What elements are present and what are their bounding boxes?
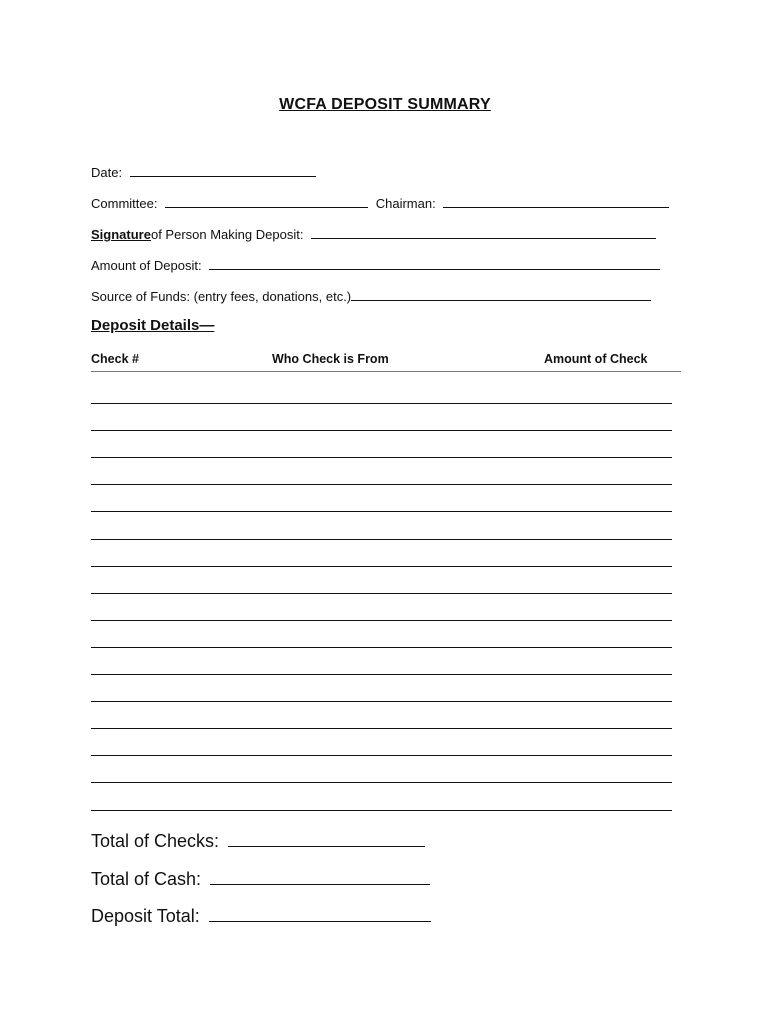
chairman-label: Chairman:	[375, 196, 436, 211]
source-row	[91, 288, 651, 308]
column-header-who-from: Who Check is From	[272, 352, 389, 366]
header-rule	[91, 371, 681, 372]
signature-field[interactable]	[311, 226, 656, 239]
deposit-entry-line[interactable]	[91, 457, 672, 458]
total-cash-field[interactable]	[210, 868, 430, 885]
total-checks-field[interactable]	[228, 830, 425, 847]
date-row	[91, 164, 316, 184]
date-field[interactable]	[130, 164, 316, 177]
deposit-entry-line[interactable]	[91, 810, 672, 811]
deposit-entry-line[interactable]	[91, 620, 672, 621]
deposit-entry-line[interactable]	[91, 484, 672, 485]
deposit-entry-line[interactable]	[91, 674, 672, 675]
deposit-entry-line[interactable]	[91, 566, 672, 567]
deposit-entry-line[interactable]	[91, 782, 672, 783]
deposit-entry-line[interactable]	[91, 647, 672, 648]
deposit-entry-line[interactable]	[91, 539, 672, 540]
deposit-total-label: Deposit Total:	[91, 906, 200, 926]
deposit-total-field[interactable]	[209, 905, 431, 922]
signature-row	[91, 226, 656, 246]
committee-label: Committee:	[91, 196, 158, 211]
chairman-field[interactable]	[443, 195, 669, 208]
column-header-amount: Amount of Check	[544, 352, 648, 366]
deposit-details-heading: Deposit Details—	[91, 317, 215, 334]
deposit-entry-line[interactable]	[91, 755, 672, 756]
signature-label: of Person Making Deposit:	[150, 227, 304, 242]
page-title: WCFA DEPOSIT SUMMARY	[279, 96, 491, 113]
total-checks-row	[91, 830, 425, 852]
total-cash-label: Total of Cash:	[91, 869, 202, 889]
deposit-total-row	[91, 905, 431, 927]
amount-label: Amount of Deposit:	[91, 258, 202, 273]
source-field[interactable]	[351, 288, 651, 301]
deposit-entry-line[interactable]	[91, 430, 672, 431]
committee-row	[91, 195, 669, 215]
committee-field[interactable]	[165, 195, 368, 208]
total-cash-row	[91, 868, 430, 890]
deposit-entry-line[interactable]	[91, 728, 672, 729]
deposit-entry-line[interactable]	[91, 511, 672, 512]
signature-word: Signature	[91, 227, 151, 242]
deposit-entry-line[interactable]	[91, 701, 672, 702]
amount-field[interactable]	[209, 257, 660, 270]
column-header-check-number: Check #	[91, 352, 139, 366]
deposit-entry-line[interactable]	[91, 593, 672, 594]
deposit-entry-line[interactable]	[91, 403, 672, 404]
date-label: Date:	[91, 165, 123, 180]
total-checks-label: Total of Checks:	[91, 831, 220, 851]
amount-row	[91, 257, 660, 277]
source-label: Source of Funds: (entry fees, donations, etc.)	[91, 289, 352, 304]
